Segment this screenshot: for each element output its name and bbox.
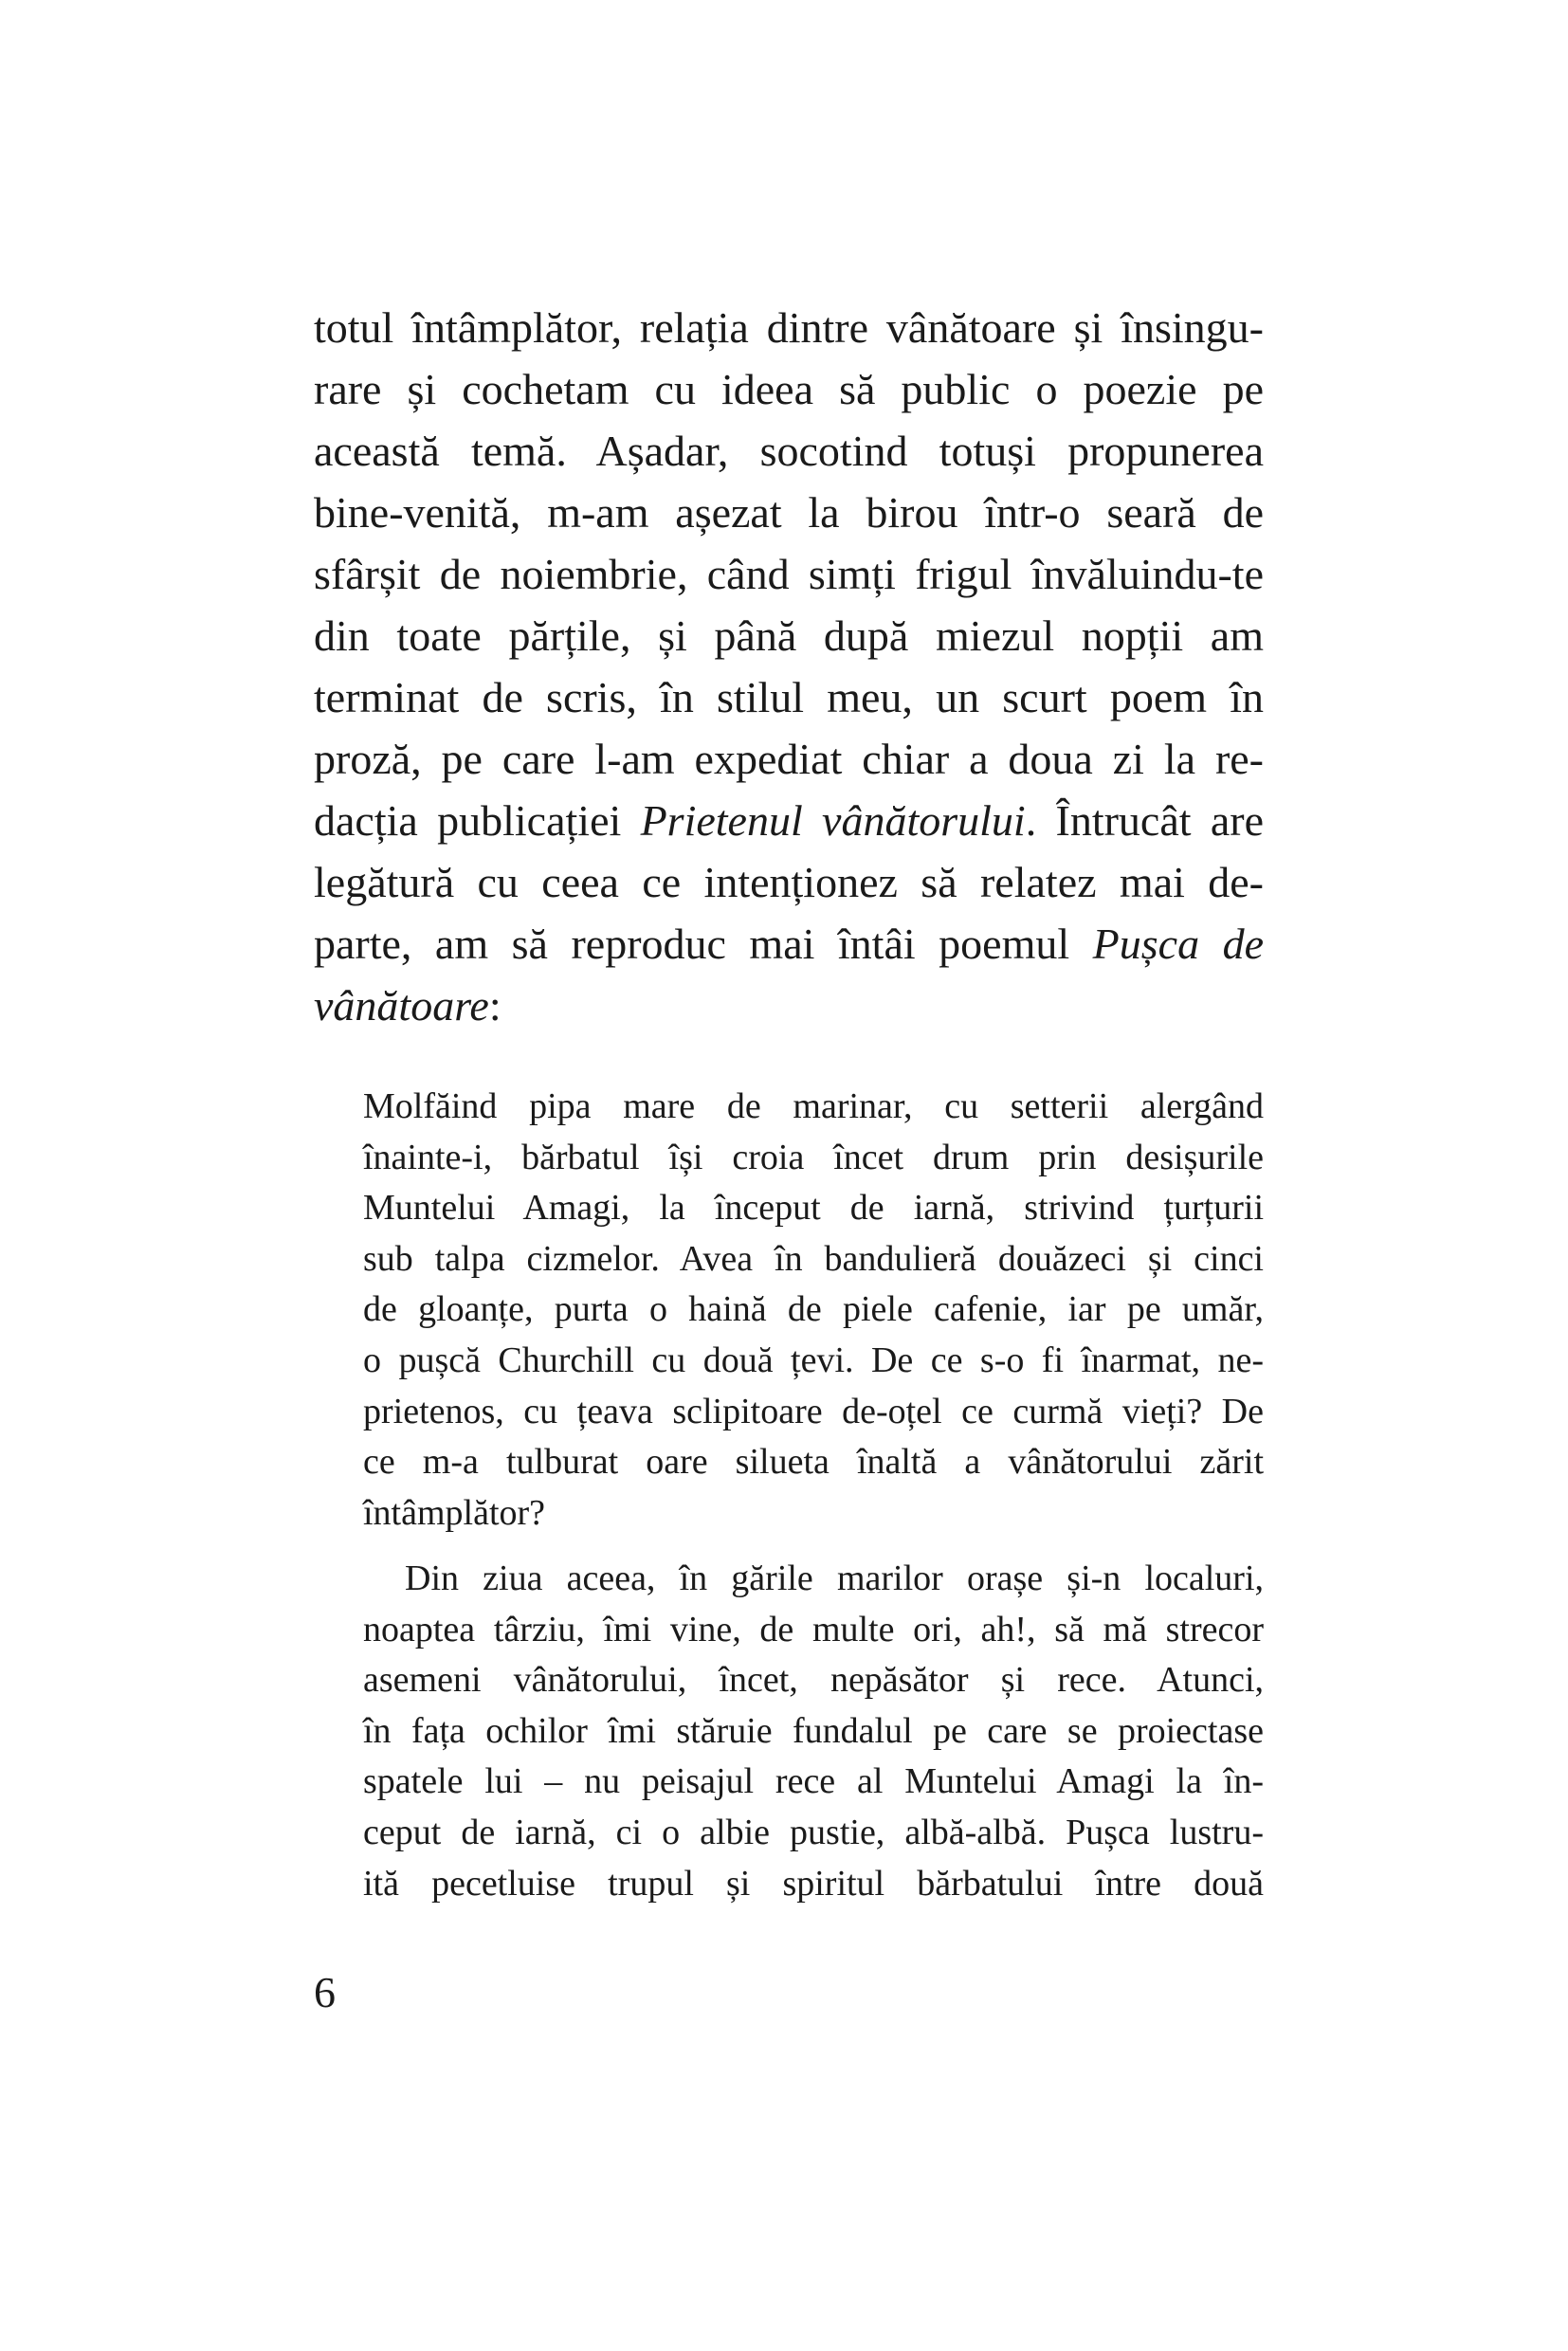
text-line (363, 1488, 1264, 1540)
text-line (363, 1859, 1264, 1910)
text-segment: legătură cu ceea ce intenționez să relatez mai de- (314, 858, 1264, 906)
text-segment: sub talpa cizmelor. Avea în bandulieră douăzeci și cinci (363, 1238, 1264, 1279)
text-line (363, 1387, 1264, 1438)
text-line (363, 1336, 1264, 1387)
text-segment: în fața ochilor îmi stăruie fundalul pe care se proiectase (363, 1710, 1264, 1751)
text-line (363, 1554, 1264, 1605)
text-line (363, 1706, 1264, 1758)
text-segment: întâmplător? (363, 1492, 546, 1533)
italic-title: vânătoare (314, 981, 489, 1030)
text-segment: dacția publicației (314, 796, 641, 845)
text-segment: rare și cochetam cu ideea să public o poezie pe (314, 365, 1264, 413)
text-segment: prietenos, cu țeava sclipitoare de-oțel ce curmă vieți? De (363, 1391, 1264, 1431)
text-line (363, 1605, 1264, 1656)
page-number: 6 (314, 1968, 336, 2016)
text-line (363, 1757, 1264, 1808)
text-segment: spatele lui – nu peisajul rece al Muntelui Amagi la în- (363, 1761, 1264, 1802)
text-line (363, 1082, 1264, 1133)
text-line (314, 358, 1264, 420)
text-line (363, 1285, 1264, 1336)
text-line (314, 790, 1264, 851)
poem-paragraph-2 (363, 1554, 1264, 1909)
text-line (363, 1133, 1264, 1184)
text-segment: noaptea târziu, îmi vine, de multe ori, ah!, să mă strecor (363, 1609, 1264, 1649)
text-segment: această temă. Așadar, socotind totuși propunerea (314, 427, 1264, 475)
text-segment: . Întrucât are (1025, 796, 1265, 845)
text-line (314, 975, 1264, 1036)
text-line (314, 728, 1264, 790)
text-segment: Molfăind pipa mare de marinar, cu setterii alergând (363, 1086, 1264, 1126)
text-segment: parte, am să reproduc mai întâi poemul (314, 920, 1093, 968)
text-line (363, 1183, 1264, 1234)
text-segment: bine-venită, m-am așezat la birou într-o seară de (314, 488, 1264, 537)
text-line (314, 482, 1264, 543)
text-segment: din toate părțile, și până după miezul nopții am (314, 611, 1264, 660)
main-paragraph (314, 297, 1264, 1036)
text-segment: sfârșit de noiembrie, când simți frigul învăluindu-te (314, 550, 1264, 598)
text-line (314, 605, 1264, 666)
text-segment: de gloanțe, purta o haină de piele cafenie, iar pe umăr, (363, 1289, 1264, 1330)
text-segment: ce m-a tulburat oare silueta înaltă a vânătorului zărit (363, 1442, 1264, 1483)
text-segment: asemeni vânătorului, încet, nepăsător și rece. Atunci, (363, 1660, 1264, 1701)
text-line (314, 420, 1264, 482)
text-line (314, 666, 1264, 728)
text-segment: : (488, 981, 501, 1030)
text-line (363, 1234, 1264, 1285)
poem-paragraph-1 (363, 1082, 1264, 1539)
text-segment: înainte-i, bărbatul își croia încet drum prin desișurile (363, 1137, 1264, 1177)
text-line (314, 913, 1264, 975)
italic-title: Pușca de (1092, 920, 1264, 968)
italic-title: Prietenul vânătorului (640, 796, 1026, 845)
text-line (314, 297, 1264, 358)
text-line (363, 1437, 1264, 1488)
text-line (314, 543, 1264, 605)
text-segment: ită pecetluise trupul și spiritul bărbatului între două (363, 1863, 1264, 1904)
text-segment: o pușcă Churchill cu două țevi. De ce s-o fi înarmat, ne- (363, 1340, 1264, 1380)
text-line (363, 1655, 1264, 1706)
text-line (363, 1808, 1264, 1859)
text-segment: Din ziua aceea, în gările marilor orașe și-n localuri, (405, 1558, 1264, 1598)
text-segment: ceput de iarnă, ci o albie pustie, albă-albă. Pușca lustru- (363, 1812, 1264, 1852)
text-segment: proză, pe care l-am expediat chiar a doua zi la re- (314, 735, 1264, 783)
text-line (314, 851, 1264, 913)
text-segment: Muntelui Amagi, la început de iarnă, strivind țurțurii (363, 1188, 1264, 1229)
text-segment: totul întâmplător, relația dintre vânătoare și însingu- (314, 303, 1264, 352)
text-segment: terminat de scris, în stilul meu, un scurt poem în (314, 673, 1264, 721)
